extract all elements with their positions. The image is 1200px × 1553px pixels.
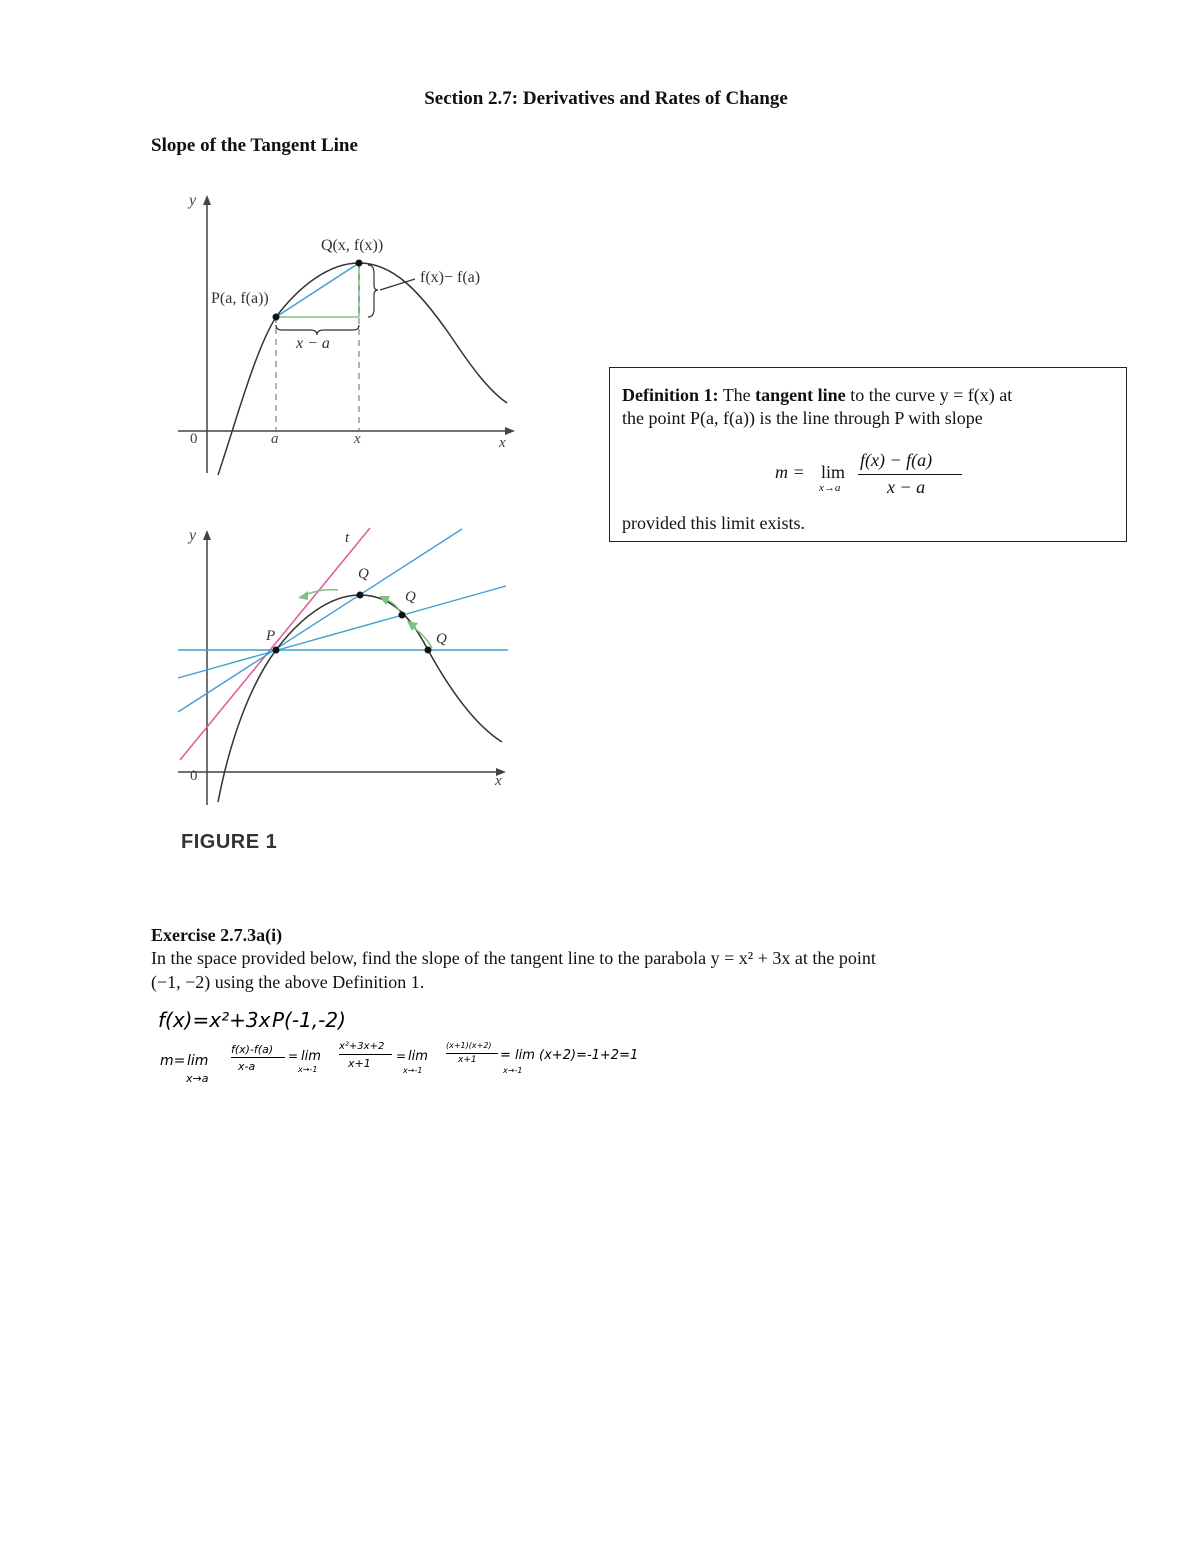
section-title: Section 2.7: Derivatives and Rates of Change [424,88,788,109]
figure1-bottom-graph [170,520,520,810]
definition-text-1: The [722,385,751,405]
rise-brace [368,265,378,317]
definition-line-1 [622,385,1012,406]
x-axis-label: x [495,773,502,789]
run-label: x − a [296,335,330,352]
formula-denominator: x − a [887,477,926,497]
hw-sub-1: x→a [186,1072,209,1085]
hw-lim-2: lim [301,1049,321,1064]
point-p-dot [273,647,280,654]
point-p-dot [273,314,280,321]
tick-a-label: a [271,431,279,447]
approach-arrow-1-head-icon [298,591,308,600]
y-axis-label: y [189,527,197,544]
hw-frac3-num: (x+1)(x+2) [446,1041,492,1050]
secant-line-2 [178,586,506,678]
hw-eq-1: = [288,1049,299,1063]
hw-frac3-den: x+1 [458,1055,477,1065]
y-axis-label: y [189,192,197,209]
definition-text-2: to the curve y = f(x) at [850,385,1013,405]
hw-frac1-bar [231,1057,285,1058]
y-axis-arrow-icon [203,530,211,540]
point-p-label: P [266,628,276,644]
point-q-label: Q(x, f(x)) [321,237,384,254]
point-q3-dot [425,647,432,654]
exercise-line-1: In the space provided below, find the slope of the tangent line to the parabola y = x² + 3x at the point [151,948,876,968]
tangent-line [180,528,370,760]
point-q2-dot [399,612,406,619]
formula-lim: lim [821,462,846,482]
hw-frac1-den: x-a [238,1060,256,1073]
tick-x-label: x [354,431,361,447]
definition-box [609,367,1127,542]
hw-frac3-bar [446,1053,498,1054]
curve-f [218,595,502,802]
hw-sub-3: x→-1 [403,1066,423,1075]
hw-frac2-num: x²+3x+2 [339,1041,385,1052]
tangent-label: t [345,530,350,546]
hw-frac2-den: x+1 [348,1057,371,1070]
figure1-top-graph [170,185,520,480]
hw-sub-4: x→-1 [503,1066,523,1075]
handwriting-point: P(-1,-2) [272,1008,346,1032]
hw-frac2-bar [339,1054,392,1055]
point-q1-label: Q [358,566,369,582]
origin-label: 0 [190,431,198,447]
point-p-label: P(a, f(a)) [211,290,269,307]
point-q-dot [356,260,363,267]
definition-line-3: provided this limit exists. [622,513,805,533]
rise-label: f(x)− f(a) [420,269,481,286]
hw-lim-3: lim [408,1049,428,1064]
x-axis-arrow-icon [505,427,515,435]
x-axis-label: x [499,435,506,451]
formula-sub: x→a [819,482,841,494]
formula-numerator: f(x) − f(a) [860,450,933,470]
handwriting-function: f(x)=x²+3x [158,1008,271,1032]
point-q2-label: Q [405,589,416,605]
point-q1-dot [357,592,364,599]
exercise-title: Exercise 2.7.3a(i) [151,925,283,945]
hw-m: m= [160,1053,186,1069]
point-q3-label: Q [436,631,447,647]
handwriting-limit-work [160,1040,680,1100]
figure-caption: FIGURE 1 [181,831,278,853]
exercise-line-2: (−1, −2) using the above Definition 1. [151,972,425,992]
definition-term: tangent line [755,385,846,405]
secant-line-1 [178,529,462,712]
hw-lim-1: lim [187,1053,209,1069]
formula-lhs: m = [775,462,805,482]
subheading: Slope of the Tangent Line [151,135,358,156]
hw-frac1-num: f(x)-f(a) [231,1043,274,1056]
hw-eq-2: = [396,1049,407,1063]
formula-fraction-bar [858,474,962,475]
y-axis-arrow-icon [203,195,211,205]
secant-line [276,263,359,317]
definition-line-2: the point P(a, f(a)) is the line through P with slope [622,408,983,428]
origin-label: 0 [190,768,198,784]
hw-sub-2: x→-1 [298,1065,318,1074]
definition-label: Definition 1: [622,385,719,405]
rise-pointer [380,279,415,290]
hw-final: = lim (x+2)=-1+2=1 [500,1048,639,1063]
run-brace [276,325,359,335]
